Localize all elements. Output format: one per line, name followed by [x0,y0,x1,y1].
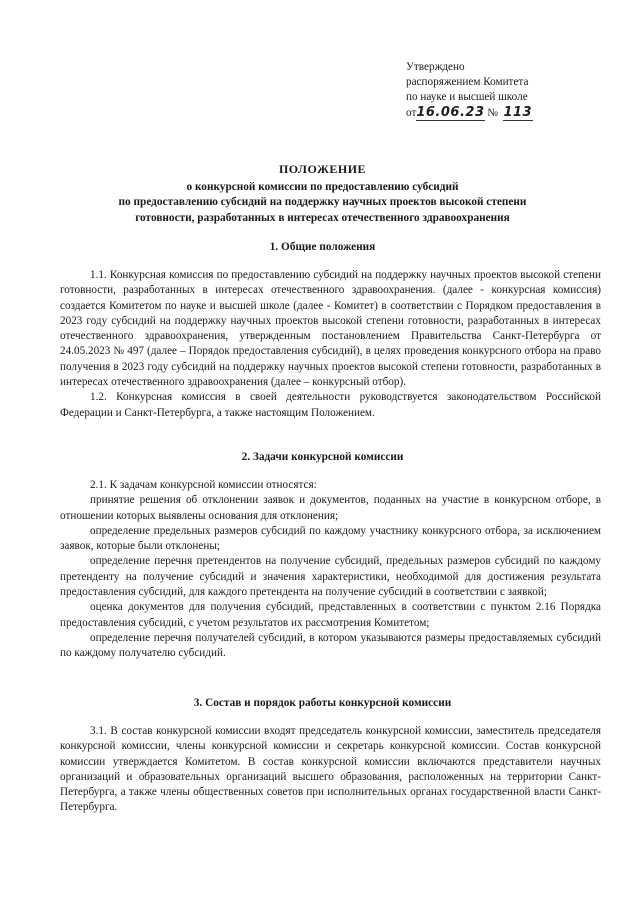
paragraph-1-2: 1.2. Конкурсная комиссия в своей деятельности руководствуется законодательством Российской Федерации и Санкт-Петербурга, а также настоящим Положением. [60,391,601,419]
title-line-3: готовности, разработанных в интересах отечественного здравоохранения [135,211,510,224]
approval-stamp [406,60,606,121]
approval-line-3: по науке и высшей школе [406,91,528,103]
section-3-heading: 3. Состав и порядок работы конкурсной комиссии [193,697,452,709]
number-sign: № [487,107,498,119]
handwritten-date: 16.06.23 [416,105,485,120]
paragraph-2-1: 2.1. К задачам конкурсной комиссии относятся: [90,479,317,491]
task-item: определение перечня получателей субсидий, в котором указываются размеры предоставляемых субсидий по каждому получателю субсидий. [60,631,601,660]
handwritten-number: 113 [503,105,533,120]
section-3-body [60,724,601,816]
title-line-1: о конкурсной комиссии по предоставлению субсидий [186,180,459,193]
approval-line-2: распоряжением Комитета [406,76,529,88]
section-1-heading: 1. Общие положения [269,241,376,253]
task-item: оценка документов для получения субсидий, представленных в соответствии с пунктом 2.16 Порядка предоставления субсидий, с учетом результатов их рассмотрения Комитетом; [60,601,601,629]
paragraph-1-1: 1.1. Конкурсная комиссия по предоставлению субсидий на поддержку научных проектов высокой степени готовности, разработанных в интересах отечественного здравоохранения. (далее - конкурсная комиссия) создается Комитетом по науке и высшей школе (далее - Комитет) в соответствии с Порядком предоставления в 2023 году субсидий на поддержку научных проектов высокой степени готовности, разработанных в интересах отечественного здравоохранения, утвержденным постановлением Правительства Санкт-Петербурга от 24.05.2023 № 497 (далее – Порядок предоставления субсидий), в целях проведения конкурсного отбора на право получения в 2023 году субсидий на поддержку научных проектов высокой степени готовности, разработанных в интересах отечественного здравоохранения (далее – конкурсный отбор). [60,269,601,389]
section-2-heading: 2. Задачи конкурсной комиссии [241,451,404,463]
section-2-body [60,478,601,662]
task-item: принятие решения об отклонении заявок и документов, поданных на участие в конкурсном отборе, в отношении которых выявлены основания для отклонения; [60,494,601,522]
title-line-2: по предоставлению субсидий на поддержку научных проектов высокой степени [118,196,527,208]
approval-date-line [406,105,606,121]
section-1-body [60,268,601,421]
approval-line-1: Утверждено [406,61,465,73]
paragraph-3-1: 3.1. В состав конкурсной комиссии входят председатель конкурсной комиссии, заместитель председателя конкурсной комиссии, члены конкурсной комиссии и секретарь конкурсной комиссии. Состав конкурсной комиссии утверждается Комитетом. В состав конкурсной комиссии включаются представители научных организаций и образовательных организаций высшего образования, расположенных на территории Санкт-Петербурга, а также члены общественных советов при исполнительных органах государственной власти Санкт-Петербурга. [60,725,601,814]
title-main: ПОЛОЖЕНИЕ [278,162,367,176]
task-item: определение перечня претендентов на получение субсидий, предельных размеров субсидий по каждому претенденту на получение субсидий и значения характеристики, необходимой для достижения результата предоставления субсидий, для каждого претендента на получение субсидий в соответствии с заявкой; [60,555,601,599]
document-title [60,162,585,226]
task-item: определение предельных размеров субсидий по каждому участнику конкурсного отбора, за исключением заявок, которые были отклонены; [60,524,601,553]
approval-from-prefix: от [406,107,417,119]
